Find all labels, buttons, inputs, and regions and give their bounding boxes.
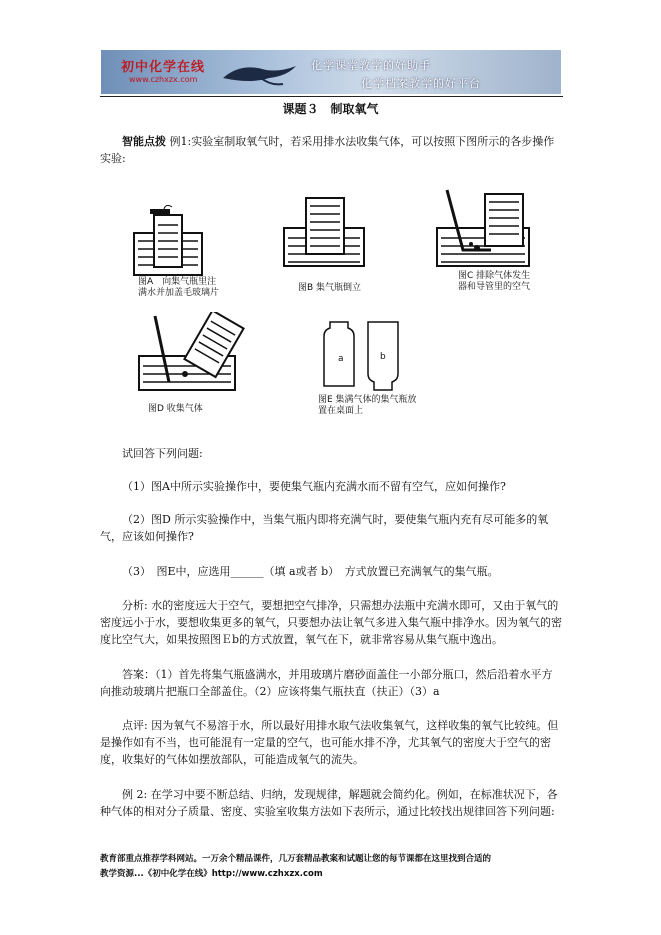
banner-slogan-1: 化学课堂教学的好助手 (311, 59, 431, 72)
bottle-a-label: a (338, 354, 344, 364)
figure-a-caption: 图A 向集气瓶里注满水并加盖毛玻璃片 (138, 277, 220, 298)
header-banner (101, 50, 561, 94)
banner-slogan-2: 化学档案教学的好平台 (361, 77, 481, 90)
intro-paragraph (100, 133, 562, 167)
figure-d-illustration (135, 312, 245, 394)
intro-text: 例1:实验室制取氧气时，若采用排水法收集气体，可以按照下图所示的各步操作实验: (100, 135, 555, 165)
figure-b-caption: 图B 集气瓶倒立 (298, 283, 362, 293)
figure-b-illustration (280, 192, 370, 272)
figure-d-caption: 图D 收集气体 (148, 404, 203, 414)
figure-e-illustration (318, 320, 408, 392)
figure-a-illustration (128, 205, 208, 277)
figure-c-caption: 图C 排除气体发生器和导管里的空气 (458, 271, 531, 292)
site-logo: 初中化学在线 (121, 60, 206, 75)
analysis-paragraph: 分析: 水的密度远大于空气，要想把空气排净，只需想办法瓶中充满水即可，又由于氧气的密度远小于水，要想收集更多的氧气，只要想办法让氧气多进入集气瓶中排净水。因为氧气的密度比空气大，如果按照图Ｅb的方式放置，氧气在下，就非常容易从集气瓶中逸出。 (100, 599, 562, 646)
question-3: （3） 图E中，应选用______（填 a或者 b） 方式放置已充满氧气的集气瓶。 (122, 565, 499, 578)
site-url: www.czhxzx.com (129, 75, 198, 84)
bottle-b-label: b (380, 352, 386, 362)
question-1: （1）图A中所示实验操作中，要使集气瓶内充满水而不留有空气，应如何操作? (122, 480, 506, 493)
page-footer (100, 852, 570, 882)
figure-e-caption: 图E 集满气体的集气瓶放置在桌面上 (318, 395, 417, 416)
question-2: （2）图D 所示实验操作中，当集气瓶内即将充满气时，要使集气瓶内充有尽可能多的氧气，应该如何操作? (100, 513, 549, 543)
page-title: 课题３ 制取氧气 (282, 102, 379, 116)
footer-line-1: 教育部重点推荐学科网站。一万余个精品课件，几万套精品教案和试题让您的每节课都在这里找到合适的 (100, 854, 492, 864)
intro-label: 智能点拨 (122, 135, 166, 148)
figure-c-illustration (433, 188, 533, 270)
footer-line-2: 教学资源...《初中化学在线》http://www.czhxzx.com (100, 869, 323, 879)
answer-paragraph: 答案：（1）首先将集气瓶盛满水，并用玻璃片磨砂面盖住一小部分瓶口，然后沿着水平方向推动玻璃片把瓶口全部盖住。（2）应该将集气瓶扶直（扶正）（3）a (100, 668, 553, 698)
prompt-text: 试回答下列问题: (122, 447, 203, 460)
dolphin-icon (221, 60, 301, 88)
example-2-paragraph: 例 2: 在学习中要不断总结、归纳，发现规律，解题就会简约化。例如，在标准状况下，各种气体的相对分子质量、密度、实验室收集方法如下表所示，通过比较找出规律回答下列问题: (100, 788, 558, 818)
comment-paragraph: 点评: 因为氧气不易溶于水，所以最好用排水取气法收集氧气，这样收集的氧气比较纯。但是操作如有不当，也可能混有一定量的空气，也可能水排不净，尤其氧气的密度大于空气的密度，收集好的气体如摆放部队，可能造成氧气的流失。 (100, 719, 559, 766)
header-rule (100, 96, 563, 97)
